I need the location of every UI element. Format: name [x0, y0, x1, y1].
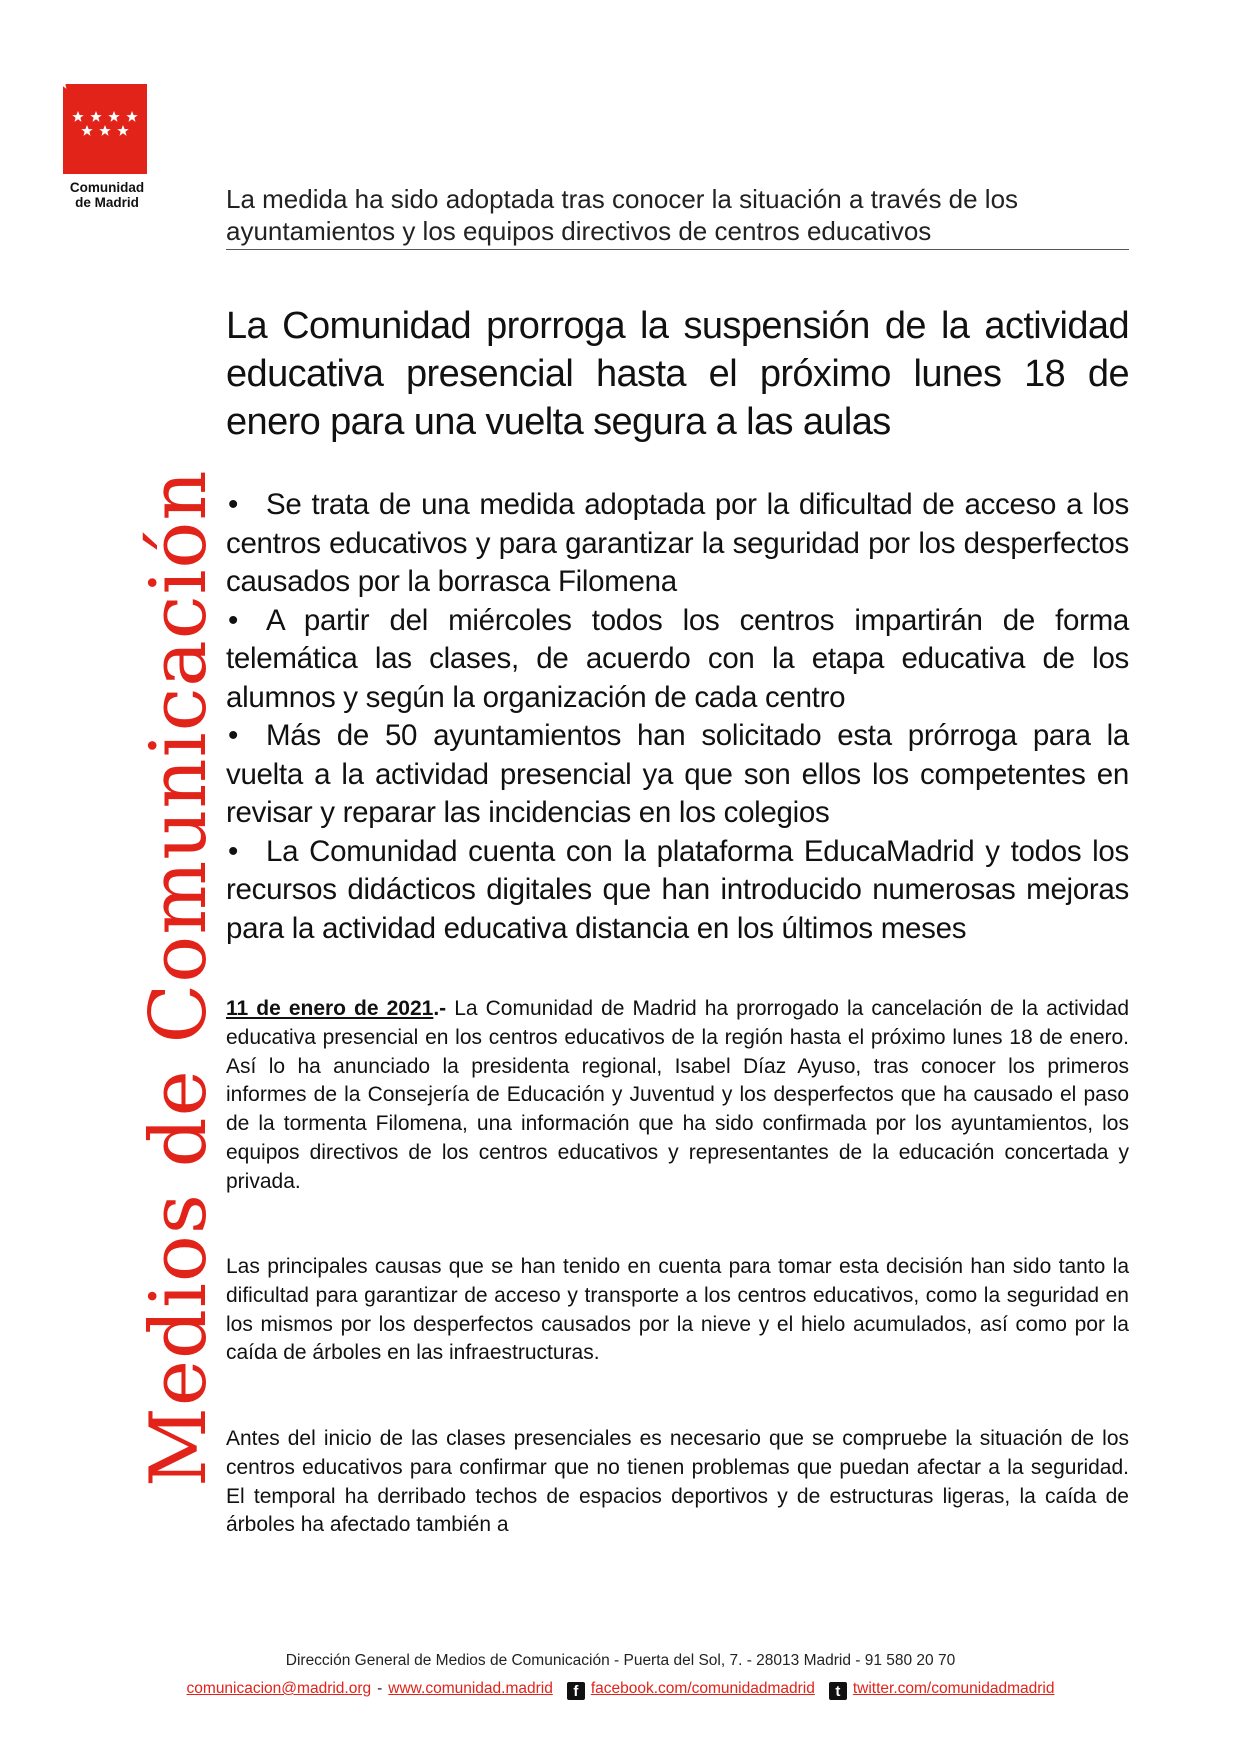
- list-item: [226, 486, 1129, 602]
- footer-links: [0, 1680, 1241, 1700]
- body-paragraph-3: Antes del inicio de las clases presenciales es necesario que se compruebe la situación de los centros educativos para confirmar que no tienen problemas que puedan afectar a la seguridad. El temporal ha derribado techos de espacios deportivos y de estructuras ligeras, la caída de árboles ha afectado también a: [226, 1427, 1129, 1537]
- subtitle: La medida ha sido adoptada tras conocer la situación a través de los ayuntamientos y los equipos directivos de centros educativos: [226, 183, 1129, 250]
- twitter-icon: t: [829, 1682, 847, 1700]
- website-link[interactable]: www.comunidad.madrid: [388, 1680, 553, 1697]
- bullet-text: Más de 50 ayuntamientos han solicitado esta prórroga para la vuelta a la actividad presencial ya que son ellos los competentes en revisar y reparar las incidencias en los colegios: [226, 719, 1129, 829]
- bullet-icon: •: [228, 719, 239, 752]
- body-paragraph-1: [226, 995, 1129, 1197]
- side-title: Medios de Comunicación: [134, 469, 224, 1487]
- community-logo: [63, 84, 147, 174]
- bullet-icon: •: [228, 834, 239, 868]
- body-paragraph-2: Las principales causas que se han tenido en cuenta para tomar esta decisión han sido tanto la dificultad para garantizar de acceso y transporte a los centros educativos, como la seguridad en los mismos por los desperfectos causados por la nieve y el hielo acumulados, así como por la caída de árboles en las infraestructuras.: [226, 1255, 1129, 1365]
- bullet-text: La Comunidad cuenta con la plataforma EducaMadrid y todos los recursos didácticos digitales que han introducido numerosas mejoras para la actividad educativa distancia en los últimos meses: [226, 834, 1129, 945]
- bullet-icon: •: [228, 488, 239, 521]
- email-link[interactable]: comunicacion@madrid.org: [186, 1680, 372, 1697]
- bullet-text: A partir del miércoles todos los centros impartirán de forma telemática las clases, de acuerdo con la etapa educativa de los alumnos y según la organización de cada centro: [226, 603, 1129, 714]
- paragraph-text: La Comunidad de Madrid ha prorrogado la cancelación de la actividad educativa presencial en los centros educativos de la región hasta el próximo lunes 18 de enero. Así lo ha anunciado la presidenta regional, Isabel Díaz Ayuso, tras conocer los primeros informes de la Consejería de Educación y Juventud y los desperfectos que ha causado el paso de la tormenta Filomena, una información que ha sido confirmada por los ayuntamientos, los equipos directivos de los centros educativos y representantes de la educación concertada y privada.: [226, 997, 1129, 1193]
- dateline-separator: .-: [433, 997, 447, 1020]
- logo-line-1: Comunidad: [69, 180, 145, 195]
- list-item: [226, 717, 1129, 833]
- key-points-list: [226, 486, 1129, 948]
- facebook-icon: f: [567, 1682, 585, 1700]
- dateline: 11 de enero de 2021: [226, 997, 434, 1020]
- logo-text: [57, 180, 157, 210]
- bullet-text: Se trata de una medida adoptada por la dificultad de acceso a los centros educativos y para garantizar la seguridad por los desperfectos causados por la borrasca Filomena: [226, 488, 1129, 598]
- headline: La Comunidad prorroga la suspensión de la actividad educativa presencial hasta el próximo lunes 18 de enero para una vuelta segura a las aulas: [226, 305, 1129, 443]
- star-icon: [63, 84, 147, 174]
- facebook-link[interactable]: facebook.com/comunidadmadrid: [590, 1680, 815, 1697]
- list-item: [226, 833, 1129, 949]
- bullet-icon: •: [228, 603, 239, 637]
- twitter-link[interactable]: twitter.com/comunidadmadrid: [852, 1680, 1055, 1697]
- list-item: [226, 602, 1129, 718]
- logo-line-2: de Madrid: [75, 195, 139, 210]
- footer-address: Dirección General de Medios de Comunicación - Puerta del Sol, 7. - 28013 Madrid - 91 580 20 70: [285, 1652, 956, 1669]
- footer-separator: -: [377, 1680, 383, 1697]
